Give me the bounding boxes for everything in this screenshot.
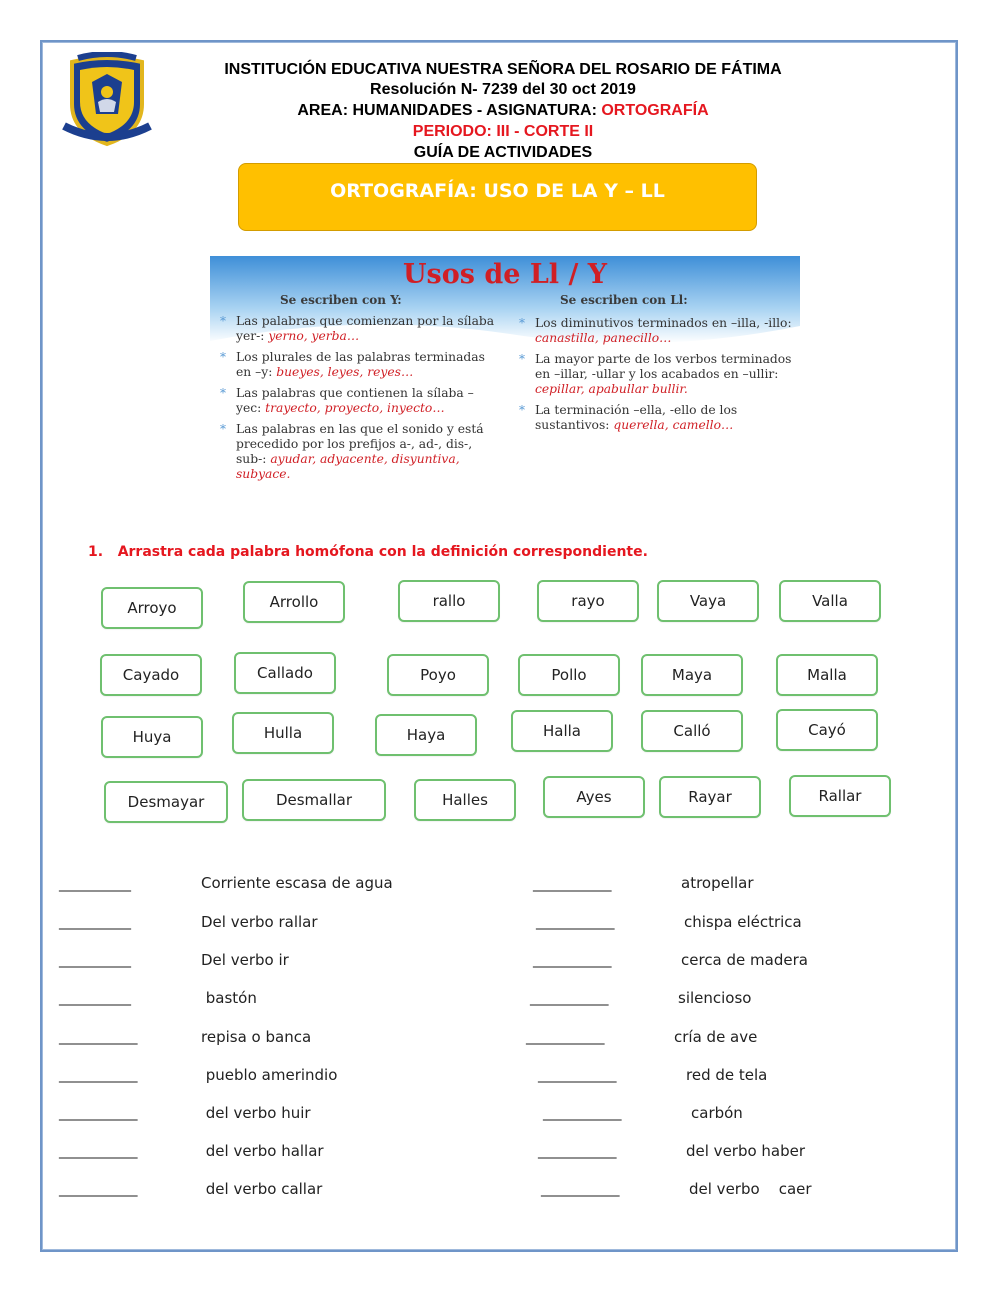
- rule-examples: yerno, yerba…: [268, 329, 360, 343]
- bullet-icon: *: [220, 422, 226, 436]
- word-chip[interactable]: Arroyo: [101, 587, 203, 629]
- institution-name: INSTITUCIÓN EDUCATIVA NUESTRA SEÑORA DEL ROSARIO DE FÁTIMA: [224, 61, 782, 78]
- answer-blank[interactable]: ____________: [536, 914, 614, 930]
- answer-blank[interactable]: ____________: [530, 990, 608, 1006]
- guide-title: GUÍA DE ACTIVIDADES: [413, 144, 593, 161]
- area-prefix: AREA: HUMANIDADES - ASIGNATURA:: [297, 102, 602, 119]
- answer-blank[interactable]: ___________: [59, 876, 131, 892]
- instruction-number: 1.: [88, 544, 104, 560]
- rule-text: Las palabras que comienzan por la sílaba yer-:: [236, 314, 495, 343]
- answer-blank[interactable]: ____________: [533, 952, 611, 968]
- rule-examples: canastilla, panecillo…: [535, 331, 672, 345]
- definition-text: silencioso: [678, 989, 752, 1007]
- bullet-icon: *: [519, 403, 525, 417]
- topic-banner: ORTOGRAFÍA: USO DE LA Y – LL: [238, 163, 757, 231]
- definition-text: atropellar: [681, 874, 754, 892]
- definition-text: del verbo hallar: [201, 1142, 324, 1160]
- ll-rules-list: [519, 316, 793, 439]
- answer-blank[interactable]: ____________: [59, 1105, 137, 1121]
- rules-title: Usos de Ll / Y: [403, 259, 607, 290]
- rule-examples: trayecto, proyecto, inyecto…: [265, 401, 445, 415]
- resolution-line: Resolución N- 7239 del 30 oct 2019: [370, 81, 636, 98]
- word-chip[interactable]: Huya: [101, 716, 203, 758]
- word-chip[interactable]: Callado: [234, 652, 336, 694]
- word-chip[interactable]: Rallar: [789, 775, 891, 817]
- rule-text: Las palabras en las que el sonido y está precedido por los prefijos a-, ad-, dis-, sub-:: [236, 422, 484, 466]
- word-chip[interactable]: Pollo: [518, 654, 620, 696]
- word-chip[interactable]: Arrollo: [243, 581, 345, 623]
- definition-text: Del verbo ir: [201, 951, 289, 969]
- rule-text: Los diminutivos terminados en –illa, -illo:: [535, 316, 792, 330]
- definition-text: cría de ave: [674, 1028, 758, 1046]
- bullet-icon: *: [220, 386, 226, 400]
- word-chip[interactable]: Ayes: [543, 776, 645, 818]
- rule-examples: cepillar, apabullar bullir.: [535, 382, 688, 396]
- word-chip[interactable]: Desmayar: [104, 781, 228, 823]
- word-chip[interactable]: Desmallar: [242, 779, 386, 821]
- answer-blank[interactable]: ___________: [59, 952, 131, 968]
- word-chip[interactable]: Halles: [414, 779, 516, 821]
- definition-text: cerca de madera: [681, 951, 808, 969]
- definition-text: del verbo callar: [201, 1180, 323, 1198]
- ll-rule-item: [519, 403, 793, 433]
- y-rule-item: [220, 350, 498, 380]
- ll-rules-heading: Se escriben con Ll:: [560, 293, 688, 307]
- bullet-icon: *: [220, 350, 226, 364]
- rule-examples: querella, camello…: [613, 418, 734, 432]
- y-rules-list: [220, 314, 498, 488]
- word-chip[interactable]: Haya: [375, 714, 477, 756]
- definition-text: del verbo haber: [686, 1142, 806, 1160]
- rule-text: La terminación –ella, -ello de los sustantivos:: [535, 403, 738, 432]
- bullet-icon: *: [519, 352, 525, 366]
- word-chip[interactable]: Halla: [511, 710, 613, 752]
- word-chip[interactable]: Rayar: [659, 776, 761, 818]
- word-chip[interactable]: Calló: [641, 710, 743, 752]
- definition-text: chispa eléctrica: [684, 913, 802, 931]
- word-chip[interactable]: rayo: [537, 580, 639, 622]
- y-rule-item: [220, 422, 498, 482]
- subject-name: ORTOGRAFÍA: [601, 102, 709, 119]
- definition-text: red de tela: [686, 1066, 768, 1084]
- y-rule-item: [220, 314, 498, 344]
- rules-infographic: [210, 256, 800, 536]
- instruction: [88, 544, 648, 560]
- definition-text: carbón: [691, 1104, 743, 1122]
- rule-examples: ayudar, adyacente, disyuntiva, subyace.: [236, 452, 460, 481]
- definition-text: bastón: [201, 989, 257, 1007]
- rule-text: La mayor parte de los verbos terminados en –illar, -ullar y los acabados en –ullir:: [535, 352, 792, 381]
- answer-blank[interactable]: ____________: [538, 1143, 616, 1159]
- answer-blank[interactable]: ____________: [526, 1029, 604, 1045]
- rule-text: Los plurales de las palabras terminadas en –y:: [236, 350, 485, 379]
- y-rules-heading: Se escriben con Y:: [280, 293, 402, 307]
- answer-blank[interactable]: ___________: [59, 914, 131, 930]
- period-line: PERIODO: III - CORTE II: [412, 123, 594, 140]
- word-chip[interactable]: Malla: [776, 654, 878, 696]
- ll-rule-item: [519, 352, 793, 397]
- area-line: [160, 101, 846, 121]
- definition-text: pueblo amerindio: [201, 1066, 338, 1084]
- answer-blank[interactable]: ____________: [59, 1143, 137, 1159]
- answer-blank[interactable]: ___________: [59, 990, 131, 1006]
- rule-examples: bueyes, leyes, reyes…: [276, 365, 414, 379]
- answer-blank[interactable]: ____________: [538, 1067, 616, 1083]
- word-chip[interactable]: Valla: [779, 580, 881, 622]
- answer-blank[interactable]: ____________: [541, 1181, 619, 1197]
- definition-text: Del verbo rallar: [201, 913, 318, 931]
- answer-blank[interactable]: ____________: [59, 1029, 137, 1045]
- school-crest-logo: [58, 52, 156, 148]
- y-rule-item: [220, 386, 498, 416]
- word-chip[interactable]: rallo: [398, 580, 500, 622]
- definition-text: del verbo caer: [689, 1180, 812, 1198]
- ll-rule-item: [519, 316, 793, 346]
- answer-blank[interactable]: ____________: [59, 1067, 137, 1083]
- answer-blank[interactable]: ____________: [543, 1105, 621, 1121]
- definition-text: del verbo huir: [201, 1104, 311, 1122]
- word-chip[interactable]: Hulla: [232, 712, 334, 754]
- word-chip[interactable]: Vaya: [657, 580, 759, 622]
- bullet-icon: *: [220, 314, 226, 328]
- answer-blank[interactable]: ____________: [533, 876, 611, 892]
- word-chip[interactable]: Cayado: [100, 654, 202, 696]
- definition-text: repisa o banca: [201, 1028, 312, 1046]
- definition-text: Corriente escasa de agua: [201, 874, 393, 892]
- bullet-icon: *: [519, 316, 525, 330]
- rule-text: Las palabras que contienen la sílaba –yec:: [236, 386, 474, 415]
- word-chip[interactable]: Maya: [641, 654, 743, 696]
- instruction-text: Arrastra cada palabra homófona con la definición correspondiente.: [117, 544, 648, 560]
- word-chip[interactable]: Poyo: [387, 654, 489, 696]
- answer-blank[interactable]: ____________: [59, 1181, 137, 1197]
- word-chip[interactable]: Cayó: [776, 709, 878, 751]
